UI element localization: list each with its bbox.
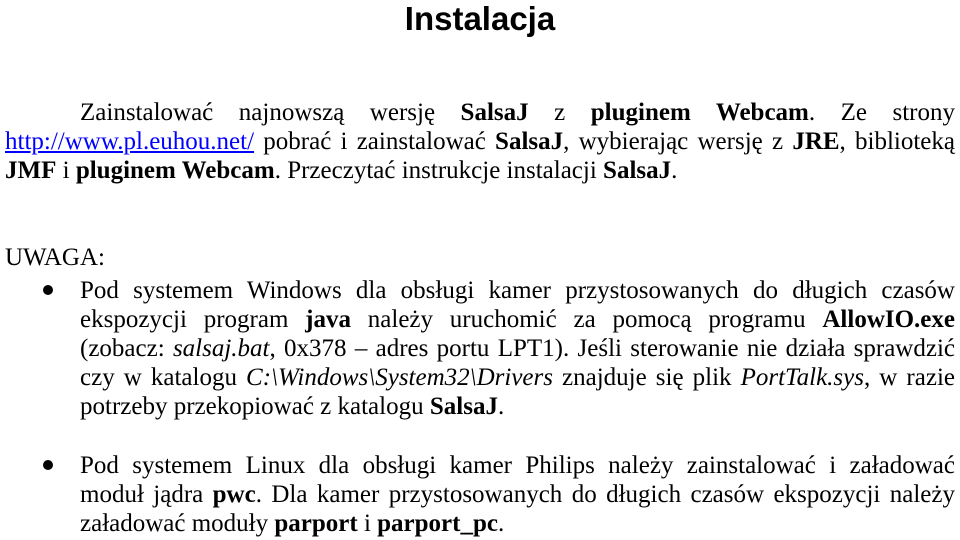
- text-run: , w razie: [863, 364, 955, 391]
- text-run: znajduje się plik: [552, 364, 741, 391]
- item1-line-5: [80, 392, 955, 421]
- text-run: ekspozycji program: [80, 306, 306, 333]
- text-run: i: [56, 157, 76, 184]
- text-run: .: [671, 157, 678, 184]
- bullet-icon: [43, 285, 53, 295]
- text-run: czy w katalogu: [80, 364, 247, 391]
- note-item-linux: [5, 451, 955, 538]
- bold-text: parport_pc: [377, 510, 498, 537]
- note-heading-block: [5, 243, 955, 272]
- text-run: załadować moduły: [80, 510, 275, 537]
- bullet-icon: [43, 460, 53, 470]
- page-title: Instalacja: [404, 0, 556, 37]
- text-run: . Dla kamer przystosowanych do długich czasów ekspozycji należy: [255, 481, 955, 508]
- intro-line-2: [5, 127, 955, 156]
- text-run: , 0x378 – adres portu LPT1). Jeśli sterowanie nie działa sprawdzić: [269, 335, 955, 362]
- bold-text: java: [305, 306, 351, 333]
- bold-text: SalsaJ: [429, 393, 498, 420]
- list-item: [5, 451, 955, 538]
- item2-line-1: [80, 451, 955, 480]
- text-run: Pod systemem Windows dla obsługi kamer przystosowanych do długich czasów: [80, 277, 955, 304]
- italic-text: C:\Windows\System32\Drivers: [246, 364, 553, 391]
- website-link[interactable]: http://www.pl.euhou.net/: [5, 128, 255, 155]
- intro-line-1: [5, 98, 955, 127]
- text-run: należy uruchomić za pomocą programu: [351, 306, 823, 333]
- bold-text: pwc: [212, 481, 256, 508]
- bold-text: JMF: [5, 157, 57, 184]
- item1-line-1: [80, 276, 955, 305]
- intro-paragraph: [5, 98, 955, 185]
- italic-text: salsaj.bat: [172, 335, 270, 362]
- text-run: moduł jądra: [80, 481, 213, 508]
- item1-line-2: [80, 305, 955, 334]
- text-run: pobrać i zainstalować: [254, 128, 496, 155]
- text-run: , biblioteką: [839, 128, 955, 155]
- item1-line-3: [80, 334, 955, 363]
- bold-text: JRE: [792, 128, 840, 155]
- text-run: (zobacz:: [80, 335, 173, 362]
- text-run: . Przeczytać instrukcje instalacji: [274, 157, 604, 184]
- text-run: Pod systemem Linux dla obsługi kamer Philips należy zainstalować i załadować: [80, 452, 955, 479]
- bold-text: pluginem Webcam: [590, 99, 809, 126]
- text-run: z: [528, 99, 591, 126]
- text-run: i: [357, 510, 378, 537]
- bold-text: SalsaJ: [495, 128, 564, 155]
- list-item: [5, 276, 955, 421]
- note-heading: UWAGA:: [5, 244, 105, 271]
- text-run: potrzeby przekopiować z katalogu: [80, 393, 430, 420]
- item2-line-2: [80, 480, 955, 509]
- item2-line-3: [80, 509, 955, 538]
- item1-line-4: [80, 363, 955, 392]
- text-run: , wybierając wersję z: [563, 128, 793, 155]
- text-run: . Ze strony: [808, 99, 955, 126]
- italic-text: PortTalk.sys: [740, 364, 864, 391]
- bold-text: parport: [274, 510, 358, 537]
- text-run: Zainstalować najnowszą wersję: [80, 99, 461, 126]
- bold-text: SalsaJ: [603, 157, 672, 184]
- bold-text: AllowIO.exe: [822, 306, 955, 333]
- bold-text: SalsaJ: [460, 99, 529, 126]
- note-item-windows: [5, 276, 955, 421]
- bold-text: pluginem Webcam: [75, 157, 275, 184]
- text-run: .: [497, 510, 505, 537]
- text-run: .: [497, 393, 505, 420]
- intro-line-3: [5, 156, 955, 185]
